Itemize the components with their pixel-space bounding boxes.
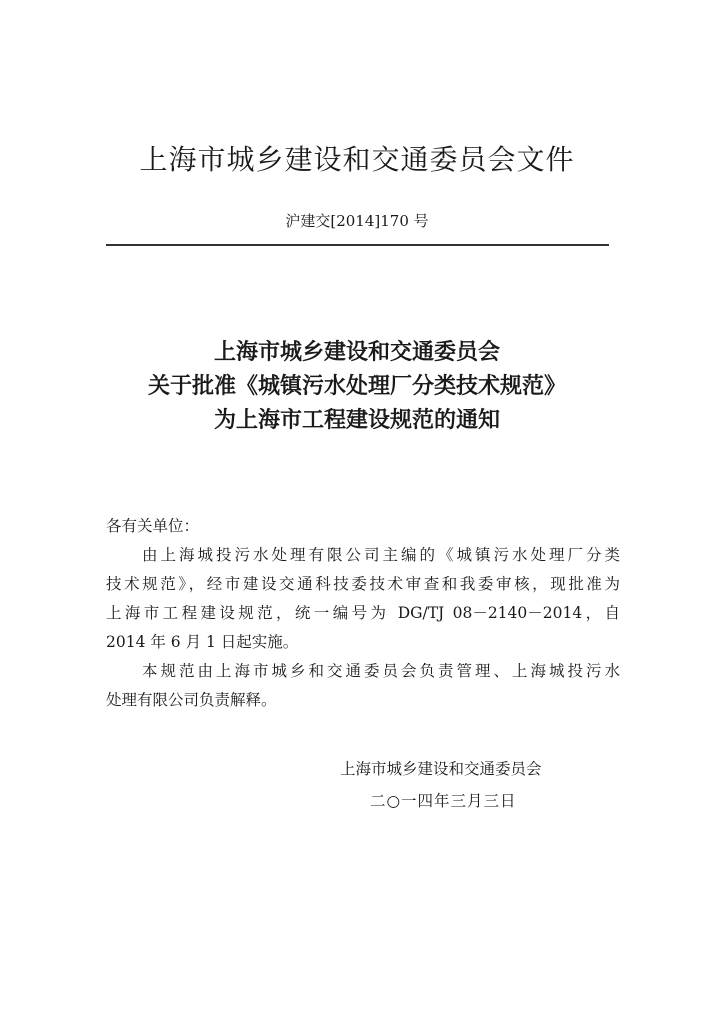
body-line: 处理有限公司负责解释。 [106, 691, 277, 709]
body-line: 技术规范》，经市建设交通科技委技术审查和我委审核，现批准为 [106, 575, 620, 593]
body-line: 本规范由上海市城乡和交通委员会负责管理、上海城投污水 [142, 662, 620, 680]
body-line: 上海市工程建设规范，统一编号为 DG/TJ 08－2140－2014，自 [106, 604, 620, 622]
body-line: 2014 年 6 月 1 日起实施。 [106, 633, 299, 651]
notice-title-line-2: 关于批准《城镇污水处理厂分类技术规范》 [147, 374, 566, 399]
issuer-header: 上海市城乡建设和交通委员会文件 [139, 143, 575, 176]
salutation: 各有关单位： [106, 517, 200, 535]
document-number: 沪建交[2014]170 号 [285, 212, 429, 230]
body-line: 由上海城投污水处理有限公司主编的《城镇污水处理厂分类 [142, 546, 620, 564]
notice-title-line-3: 为上海市工程建设规范的通知 [213, 408, 500, 433]
signing-date: 二○一四年三月三日 [370, 792, 517, 810]
notice-body [106, 512, 620, 715]
notice-title-line-1: 上海市城乡建设和交通委员会 [213, 340, 500, 365]
header-divider [106, 244, 609, 246]
signing-organization: 上海市城乡建设和交通委员会 [340, 760, 542, 778]
